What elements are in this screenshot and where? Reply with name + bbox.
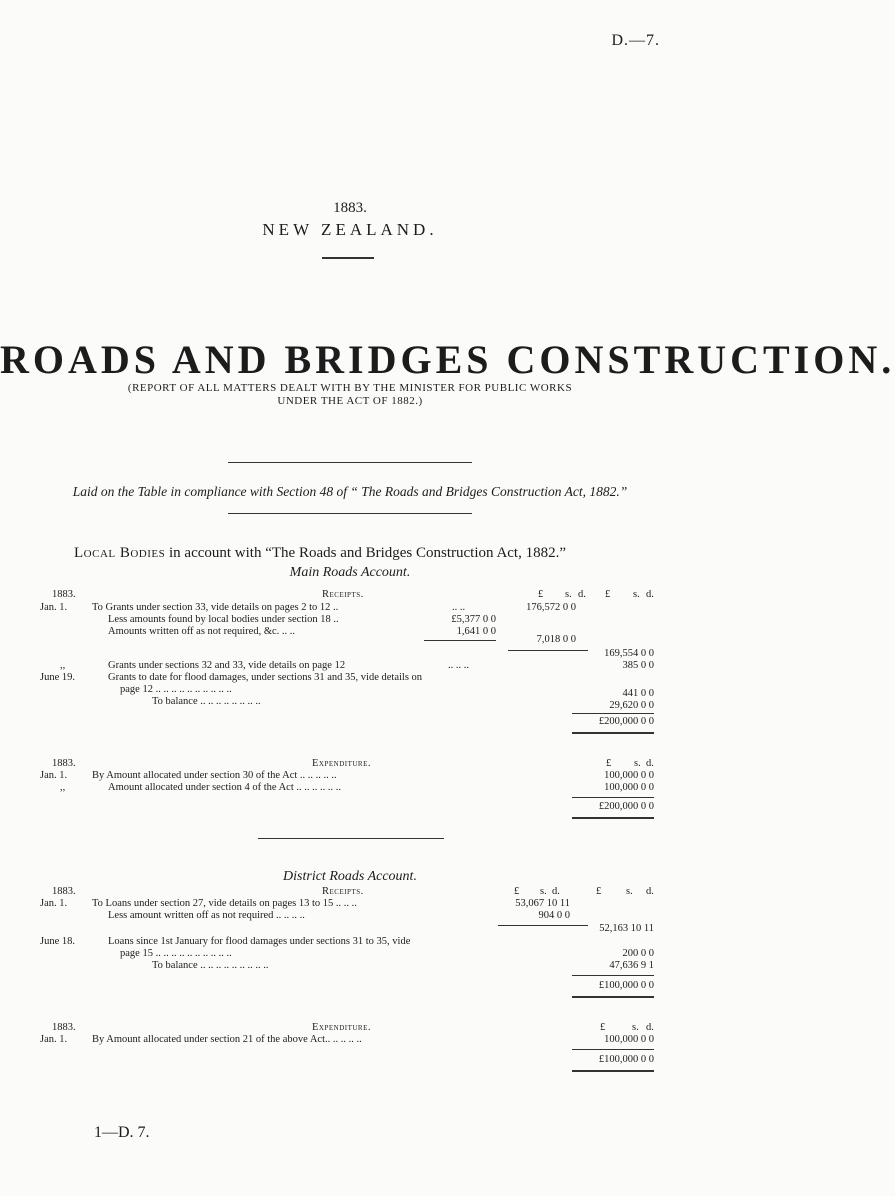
col-pound-1: £ — [538, 589, 544, 600]
d-expenditure-date-jan1: Jan. 1. — [40, 1034, 68, 1045]
receipts-line1: To Grants under section 33, vide details on pages 2 to 12 .. — [92, 602, 339, 613]
receipts-heading: Receipts. — [322, 589, 364, 600]
receipts-line4: Grants under sections 32 and 33, vide details on page 12 — [108, 660, 346, 671]
col-pence-1: d. — [578, 589, 586, 600]
document-subtitle-line2: UNDER THE ACT OF 1882.) — [277, 395, 423, 407]
receipts-ditto: ,, — [60, 660, 66, 671]
d-receipts-heading: Receipts. — [322, 886, 364, 897]
receipts-line1-amount: 176,572 0 0 — [526, 602, 576, 613]
expenditure-line2: Amount allocated under section 4 of the Act .. .. .. .. .. .. — [108, 782, 341, 793]
short-divider — [322, 257, 374, 259]
receipts-total: £200,000 0 0 — [598, 716, 654, 727]
expenditure-heading: Expenditure. — [312, 758, 371, 769]
d-expenditure-total-double-rule — [572, 1070, 654, 1072]
divider-top — [228, 462, 472, 463]
receipts-line4-amount: 385 0 0 — [622, 660, 654, 671]
receipts-total-rule — [572, 713, 654, 714]
d-exp-col-pence: d. — [646, 1022, 654, 1033]
expenditure-total: £200,000 0 0 — [598, 801, 654, 812]
receipts-date-june19: June 19. — [40, 672, 75, 683]
page-reference: D.—7. — [611, 32, 660, 49]
expenditure-line1-amount: 100,000 0 0 — [604, 770, 654, 781]
d-col-pound-1: £ — [514, 886, 520, 897]
district-roads-title: District Roads Account. — [283, 869, 417, 884]
d-receipts-total-double-rule — [572, 996, 654, 998]
receipts-line2: Less amounts found by local bodies under section 18 .. — [108, 614, 339, 625]
d-expenditure-line1: By Amount allocated under section 21 of the above Act.. .. .. .. .. — [92, 1034, 362, 1045]
expenditure-line1: By Amount allocated under section 30 of the Act .. .. .. .. .. — [92, 770, 337, 781]
receipts-subrule — [424, 640, 496, 641]
receipts-subtotal: 7,018 0 0 — [536, 634, 576, 645]
section-divider — [258, 838, 444, 839]
col-pound-2: £ — [605, 589, 611, 600]
d-col-shilling-2: s. — [626, 886, 633, 897]
receipts-line4-dots: .. .. .. — [448, 660, 469, 671]
d-receipts-date-june18: June 18. — [40, 936, 75, 947]
d-receipts-line3b: page 15 .. .. .. .. .. .. .. .. .. .. — [120, 948, 232, 959]
laid-on-table-note: Laid on the Table in compliance with Section 48 of “ The Roads and Bridges Construction Act, 1882.” — [72, 484, 628, 499]
d-exp-col-pound: £ — [600, 1022, 606, 1033]
account-heading — [74, 545, 566, 562]
d-receipts-line1: To Loans under section 27, vide details on pages 13 to 15 .. .. .. — [92, 898, 357, 909]
year: 1883. — [333, 200, 367, 216]
d-receipts-line2: Less amount written off as not required .. .. .. .. — [108, 910, 305, 921]
receipts-line5b: page 12 .. .. .. .. .. .. .. .. .. .. — [120, 684, 232, 695]
expenditure-date-jan1: Jan. 1. — [40, 770, 68, 781]
col-shilling-1: s. — [565, 589, 572, 600]
footer-reference: 1—D. 7. — [94, 1124, 150, 1141]
account-heading-lead: Local Bodies — [74, 545, 166, 561]
d-receipts-net: 52,163 10 11 — [599, 923, 654, 934]
col-pence-2: d. — [646, 589, 654, 600]
receipts-line5-amount: 441 0 0 — [622, 688, 654, 699]
d-receipts-line3: Loans since 1st January for flood damages under sections 31 to 35, vide — [108, 936, 411, 947]
document-subtitle-line1: (REPORT OF ALL MATTERS DEALT WITH BY THE MINISTER FOR PUBLIC WORKS — [127, 382, 573, 394]
receipts-line5: Grants to date for flood damages, under sections 31 and 35, vide details on — [108, 672, 423, 683]
main-roads-title: Main Roads Account. — [289, 565, 411, 580]
receipts-total-double-rule — [572, 732, 654, 734]
d-receipts-total: £100,000 0 0 — [598, 980, 654, 991]
d-col-shilling-1: s. — [540, 886, 547, 897]
expenditure-ditto: ,, — [60, 782, 66, 793]
d-receipts-line4: To balance .. .. .. .. .. .. .. .. .. — [152, 960, 269, 971]
receipts-line1-dots: .. .. — [452, 602, 466, 613]
receipts-line6: To balance .. .. .. .. .. .. .. .. — [152, 696, 261, 707]
d-expenditure-total-rule — [572, 1049, 654, 1050]
d-col-pence-2: d. — [646, 886, 654, 897]
expenditure-total-rule — [572, 797, 654, 798]
d-receipts-date-jan1: Jan. 1. — [40, 898, 68, 909]
exp-col-shilling: s. — [634, 758, 641, 769]
d-receipts-line2-amount: 904 0 0 — [538, 910, 570, 921]
receipts-line3-amount: 1,641 0 0 — [456, 626, 496, 637]
d-receipts-line3-amount: 200 0 0 — [622, 948, 654, 959]
d-receipts-total-rule — [572, 975, 654, 976]
receipts-net: 169,554 0 0 — [604, 648, 654, 659]
receipts-line3: Amounts written off as not required, &c. .. .. — [108, 626, 296, 637]
d-col-pence-1: d. — [552, 886, 560, 897]
divider-bottom — [228, 513, 472, 514]
receipts-date-jan1: Jan. 1. — [40, 602, 68, 613]
account-heading-rest: in account with “The Roads and Bridges Construction Act, 1882.” — [165, 545, 567, 561]
receipts-line6-amount: 29,620 0 0 — [609, 700, 654, 711]
d-expenditure-year: 1883. — [52, 1022, 76, 1033]
d-expenditure-total: £100,000 0 0 — [598, 1054, 654, 1065]
country: NEW ZEALAND. — [262, 220, 438, 239]
expenditure-year: 1883. — [52, 758, 76, 769]
expenditure-line2-amount: 100,000 0 0 — [604, 782, 654, 793]
expenditure-total-double-rule — [572, 817, 654, 819]
receipts-year: 1883. — [52, 589, 76, 600]
receipts-line2-amount: £5,377 0 0 — [451, 614, 496, 625]
d-expenditure-heading: Expenditure. — [312, 1022, 371, 1033]
exp-col-pound: £ — [606, 758, 612, 769]
d-exp-col-shilling: s. — [632, 1022, 639, 1033]
d-receipts-line4-amount: 47,636 9 1 — [609, 960, 654, 971]
d-col-pound-2: £ — [596, 886, 602, 897]
document-title: ROADS AND BRIDGES CONSTRUCTION. — [0, 337, 895, 382]
exp-col-pence: d. — [646, 758, 654, 769]
d-receipts-line1-amount: 53,067 10 11 — [515, 898, 570, 909]
d-expenditure-line1-amount: 100,000 0 0 — [604, 1034, 654, 1045]
d-receipts-year: 1883. — [52, 886, 76, 897]
col-shilling-2: s. — [633, 589, 640, 600]
